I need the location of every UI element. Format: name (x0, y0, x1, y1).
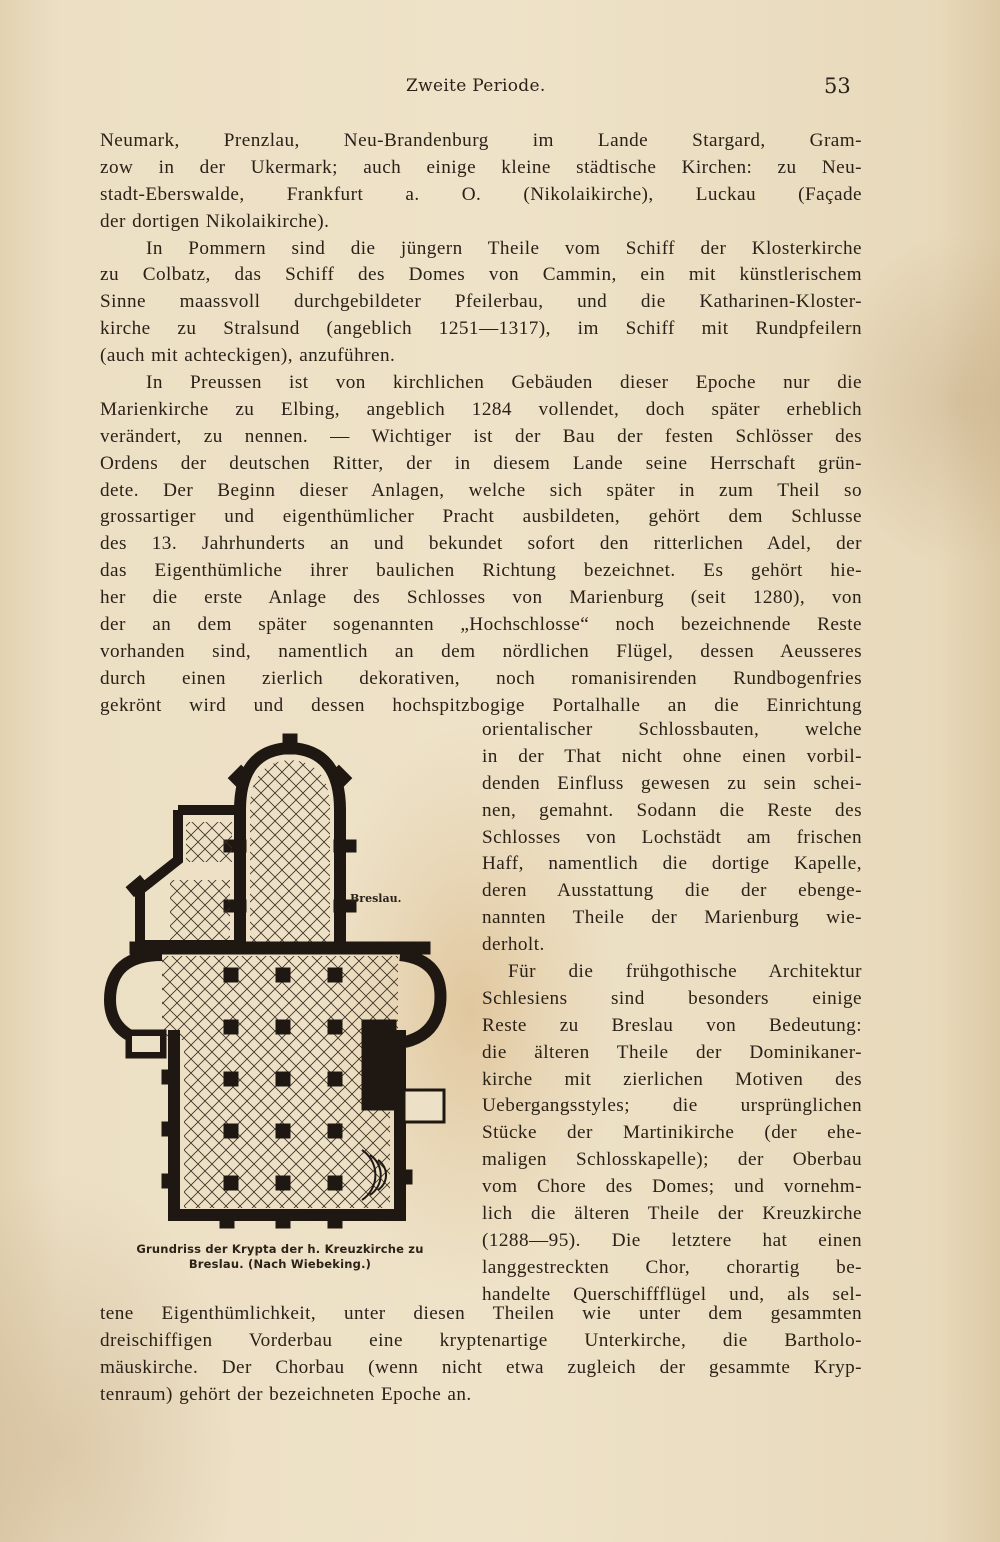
text-line: kirche mit zierlichen Motiven des (482, 1068, 862, 1090)
floor-plan-drawing (100, 730, 460, 1235)
running-title: Zweite Periode. (406, 76, 546, 96)
text-line: derholt. (482, 934, 545, 956)
text-line: Neumark, Prenzlau, Neu-Brandenburg im Lande Stargard, Gram- (100, 130, 862, 151)
text-line: Sinne maassvoll durchgebildeter Pfeilerbau, und die Katharinen-Kloster- (100, 291, 862, 313)
text-line: Reste zu Breslau von Bedeutung: (482, 1014, 862, 1036)
figure-caption (100, 1242, 460, 1272)
text-line: mäuskirche. Der Chorbau (wenn nicht etwa zugleich der gesammte Kryp- (100, 1356, 862, 1378)
page-header (0, 76, 1000, 110)
text-line: orientalischer Schlossbauten, welche (482, 719, 862, 740)
text-line: vom Chore des Domes; und vornehm- (482, 1176, 862, 1198)
text-line: dreischiffigen Vorderbau eine kryptenartige Unterkirche, die Bartholo- (100, 1329, 862, 1351)
text-line: Schlosses von Lochstädt am frischen (482, 826, 862, 848)
crypt-floor-plan-figure (100, 730, 460, 1290)
body-text-bottom (100, 1301, 862, 1409)
text-line: die älteren Theile der Dominikaner- (482, 1041, 862, 1063)
text-line: verändert, zu nennen. — Wichtiger ist der Bau der festen Schlösser des (100, 425, 862, 447)
text-line: der dortigen Nikolaikirche). (100, 210, 330, 232)
text-line: zu Colbatz, das Schiff des Domes von Cammin, ein mit künstlerischem (100, 264, 862, 286)
text-line: durch einen zierlich dekorativen, noch romanisirenden Rundbogenfries (100, 667, 862, 689)
text-line: nannten Theile der Marienburg wie- (482, 907, 862, 929)
text-line: kirche zu Stralsund (angeblich 1251—1317), im Schiff mit Rundpfeilern (100, 318, 862, 340)
text-line: tenraum) gehört der bezeichneten Epoche an. (100, 1383, 472, 1405)
text-line: Haff, namentlich die dortige Kapelle, (482, 853, 862, 875)
text-line: denden Einfluss gewesen zu sein schei- (482, 772, 862, 794)
text-line: dete. Der Beginn dieser Anlagen, welche sich später in zum Theil so (100, 479, 862, 501)
text-line: Schlesiens sind besonders einige (482, 987, 862, 1009)
text-line: Stücke der Martinikirche (der ehe- (482, 1122, 862, 1144)
text-line: (auch mit achteckigen), anzuführen. (100, 345, 396, 367)
text-line: vorhanden sind, namentlich an dem nördlichen Flügel, dessen Aeusseres (100, 640, 862, 662)
text-line: deren Ausstattung die der ebenge- (482, 880, 862, 902)
text-line: (1288—95). Die letztere hat einen (482, 1229, 862, 1251)
text-line: her die erste Anlage des Schlosses von Marienburg (seit 1280), von (100, 587, 862, 609)
text-line: zow in der Ukermark; auch einige kleine städtische Kirchen: zu Neu- (100, 156, 862, 178)
text-line: langgestreckten Chor, chorartig be- (482, 1256, 862, 1278)
body-text-top (100, 128, 862, 720)
text-line: Ordens der deutschen Ritter, der in diesem Lande seine Herrschaft grün- (100, 452, 862, 474)
text-line: der an dem später sogenannten „Hochschlosse“ noch bezeichnende Reste (100, 614, 862, 636)
text-line: In Preussen ist von kirchlichen Gebäuden dieser Epoche nur die (146, 372, 862, 394)
caption-line: Grundriss der Krypta der h. Kreuzkirche zu (136, 1242, 424, 1256)
plan-label: Breslau. (350, 892, 402, 905)
caption-line: Breslau. (Nach Wiebeking.) (188, 1257, 372, 1271)
text-line: Marienkirche zu Elbing, angeblich 1284 vollendet, doch später erheblich (100, 398, 862, 420)
text-line: Für die frühgothische Architektur (508, 961, 862, 983)
text-line: gekrönt wird und dessen hochspitzbogige Portalhalle an die Einrichtung (100, 694, 862, 716)
text-line: handelte Querschiffflügel und, als sel- (482, 1283, 862, 1305)
text-line: stadt-Eberswalde, Frankfurt a. O. (Nikolaikirche), Luckau (Façade (100, 183, 862, 205)
text-line: des 13. Jahrhunderts an und bekundet sofort den ritterlichen Adel, der (100, 533, 862, 555)
text-line: Uebergangsstyles; die ursprünglichen (482, 1095, 862, 1117)
text-line: nen, gemahnt. Sodann die Reste des (482, 799, 862, 821)
text-line: grossartiger und eigenthümlicher Pracht ausbildeten, gehört dem Schlusse (100, 506, 862, 528)
text-line: maligen Schlosskapelle); der Oberbau (482, 1149, 862, 1171)
body-text-side (482, 717, 862, 1309)
text-line: lich die älteren Theile der Kreuzkirche (482, 1203, 862, 1225)
text-line: In Pommern sind die jüngern Theile vom Schiff der Klosterkirche (146, 237, 862, 259)
text-line: das Eigenthümliche ihrer baulichen Richtung bezeichnet. Es gehört hie- (100, 560, 862, 582)
text-line: tene Eigenthümlichkeit, unter diesen Theilen wie unter dem gesammten (100, 1303, 862, 1324)
text-line: in der That nicht ohne einen vorbil- (482, 745, 862, 767)
page-number: 53 (824, 74, 851, 98)
